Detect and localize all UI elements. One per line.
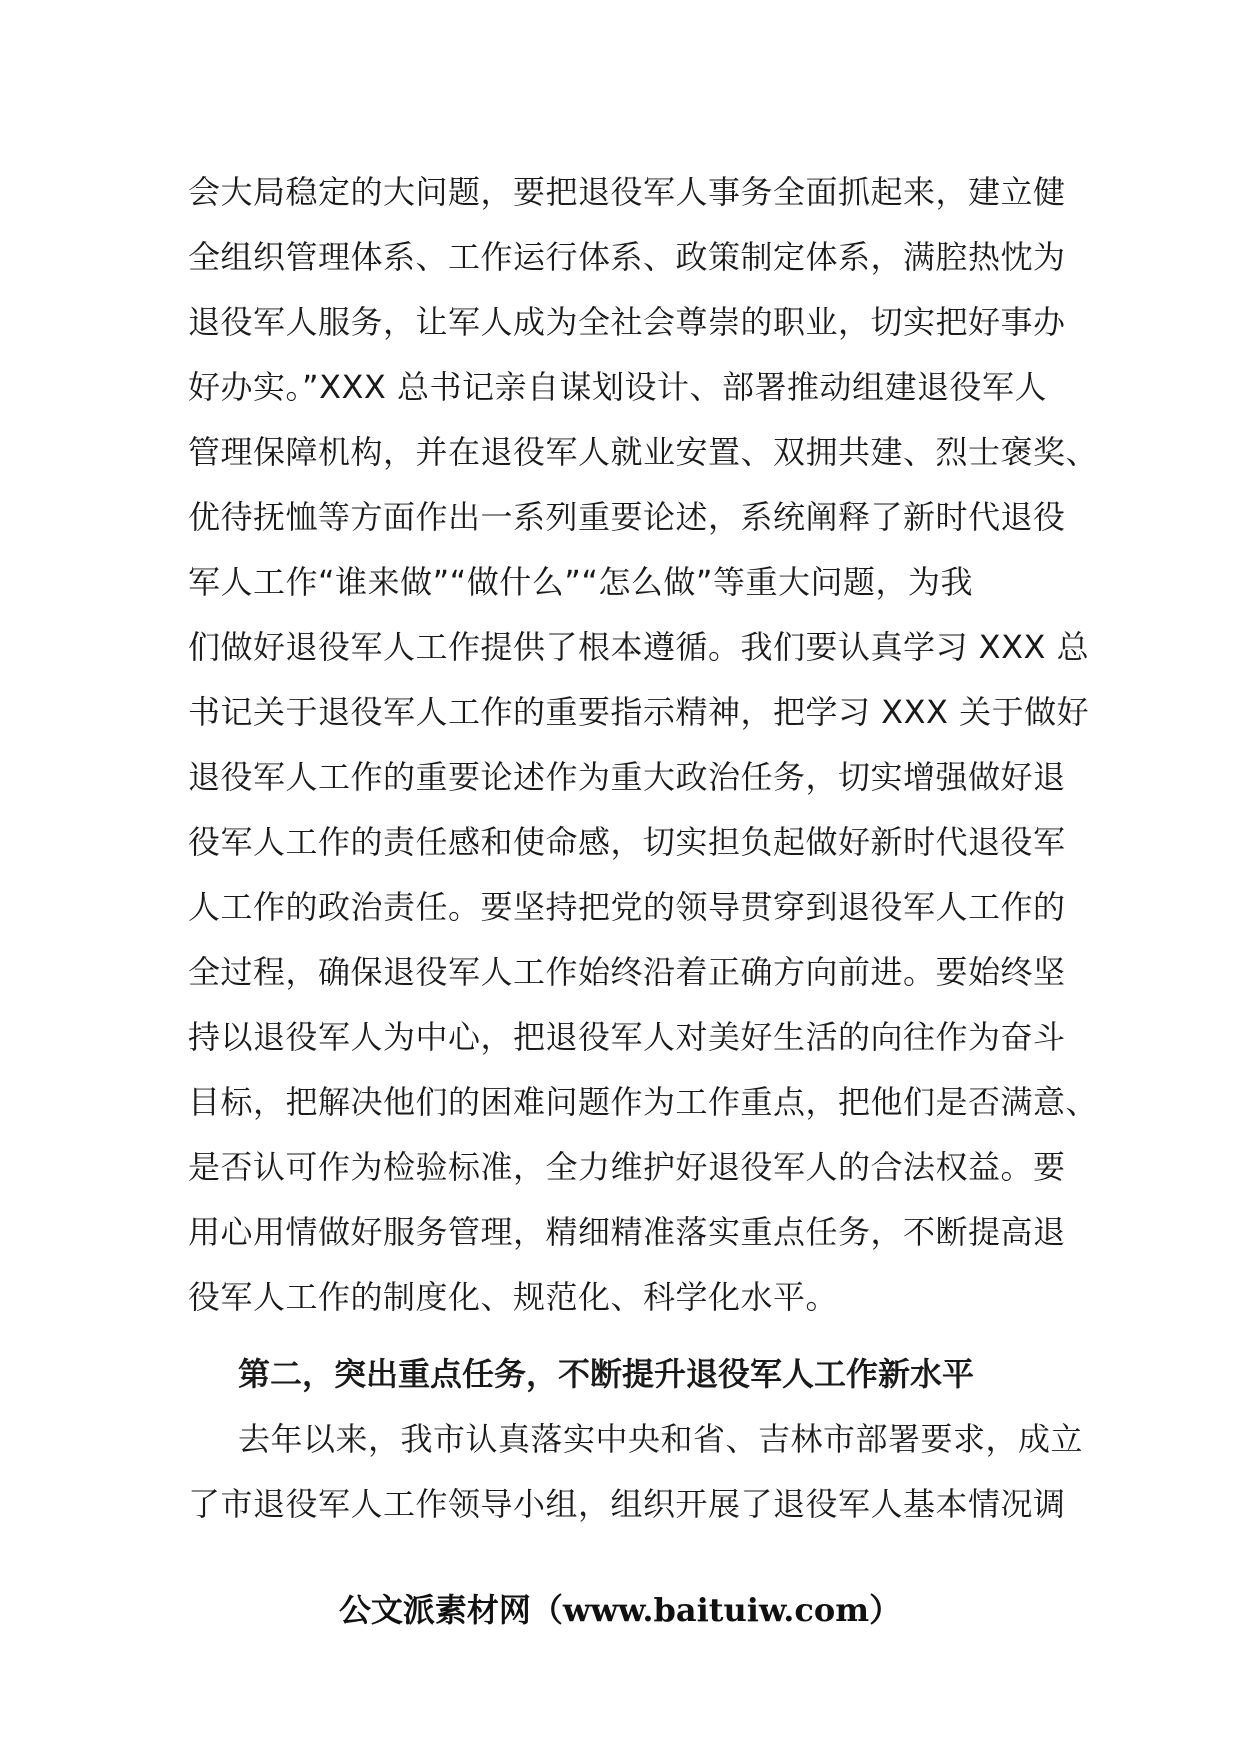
text-line: 役军人工作的责任感和使命感，切实担负起做好新时代退役军 — [188, 823, 1066, 861]
text-line: 会大局稳定的大问题，要把退役军人事务全面抓起来，建立健 — [188, 173, 1066, 211]
paragraph-2 — [188, 1407, 1084, 1537]
text-line: 去年以来，我市认真落实中央和省、吉林市部署要求，成立 — [238, 1420, 1084, 1458]
text-line: 全组织管理体系、工作运行体系、政策制定体系，满腔热忱为 — [188, 238, 1066, 276]
text-line: 们做好退役军人工作提供了根本遵循。我们要认真学习 XXX 总 — [188, 628, 1090, 666]
footer-watermark: 公文派素材网（www.baituiw.com） — [338, 1591, 902, 1629]
text-line: 役军人工作的制度化、规范化、科学化水平。 — [188, 1278, 839, 1316]
text-line: 退役军人服务，让军人成为全社会尊崇的职业，切实把好事办 — [188, 303, 1066, 341]
text-line: 好办实。”XXX 总书记亲自谋划设计、部署推动组建退役军人 — [188, 368, 1048, 406]
text-line: 人工作的政治责任。要坚持把党的领导贯穿到退役军人工作的 — [188, 888, 1066, 926]
text-line: 优待抚恤等方面作出一系列重要论述，系统阐释了新时代退役 — [188, 498, 1066, 536]
text-line: 管理保障机构，并在退役军人就业安置、双拥共建、烈士褒奖、 — [188, 433, 1099, 471]
text-line: 军人工作“谁来做”“做什么”“怎么做”等重大问题，为我 — [188, 563, 973, 601]
section-heading: 第二，突出重点任务，不断提升退役军人工作新水平 — [238, 1355, 975, 1393]
text-line: 了市退役军人工作领导小组，组织开展了退役军人基本情况调 — [188, 1485, 1066, 1523]
document-body — [188, 160, 1099, 1537]
text-line: 用心用情做好服务管理，精细精准落实重点任务，不断提高退 — [188, 1213, 1066, 1251]
text-line: 持以退役军人为中心，把退役军人对美好生活的向往作为奋斗 — [188, 1018, 1066, 1056]
paragraph-1 — [188, 160, 1099, 1330]
text-line: 书记关于退役军人工作的重要指示精神，把学习 XXX 关于做好 — [188, 693, 1090, 731]
text-line: 退役军人工作的重要论述作为重大政治任务，切实增强做好退 — [188, 758, 1066, 796]
text-line: 目标，把解决他们的困难问题作为工作重点，把他们是否满意、 — [188, 1083, 1099, 1121]
text-line: 是否认可作为检验标准，全力维护好退役军人的合法权益。要 — [188, 1148, 1066, 1186]
text-line: 全过程，确保退役军人工作始终沿着正确方向前进。要始终坚 — [188, 953, 1066, 991]
